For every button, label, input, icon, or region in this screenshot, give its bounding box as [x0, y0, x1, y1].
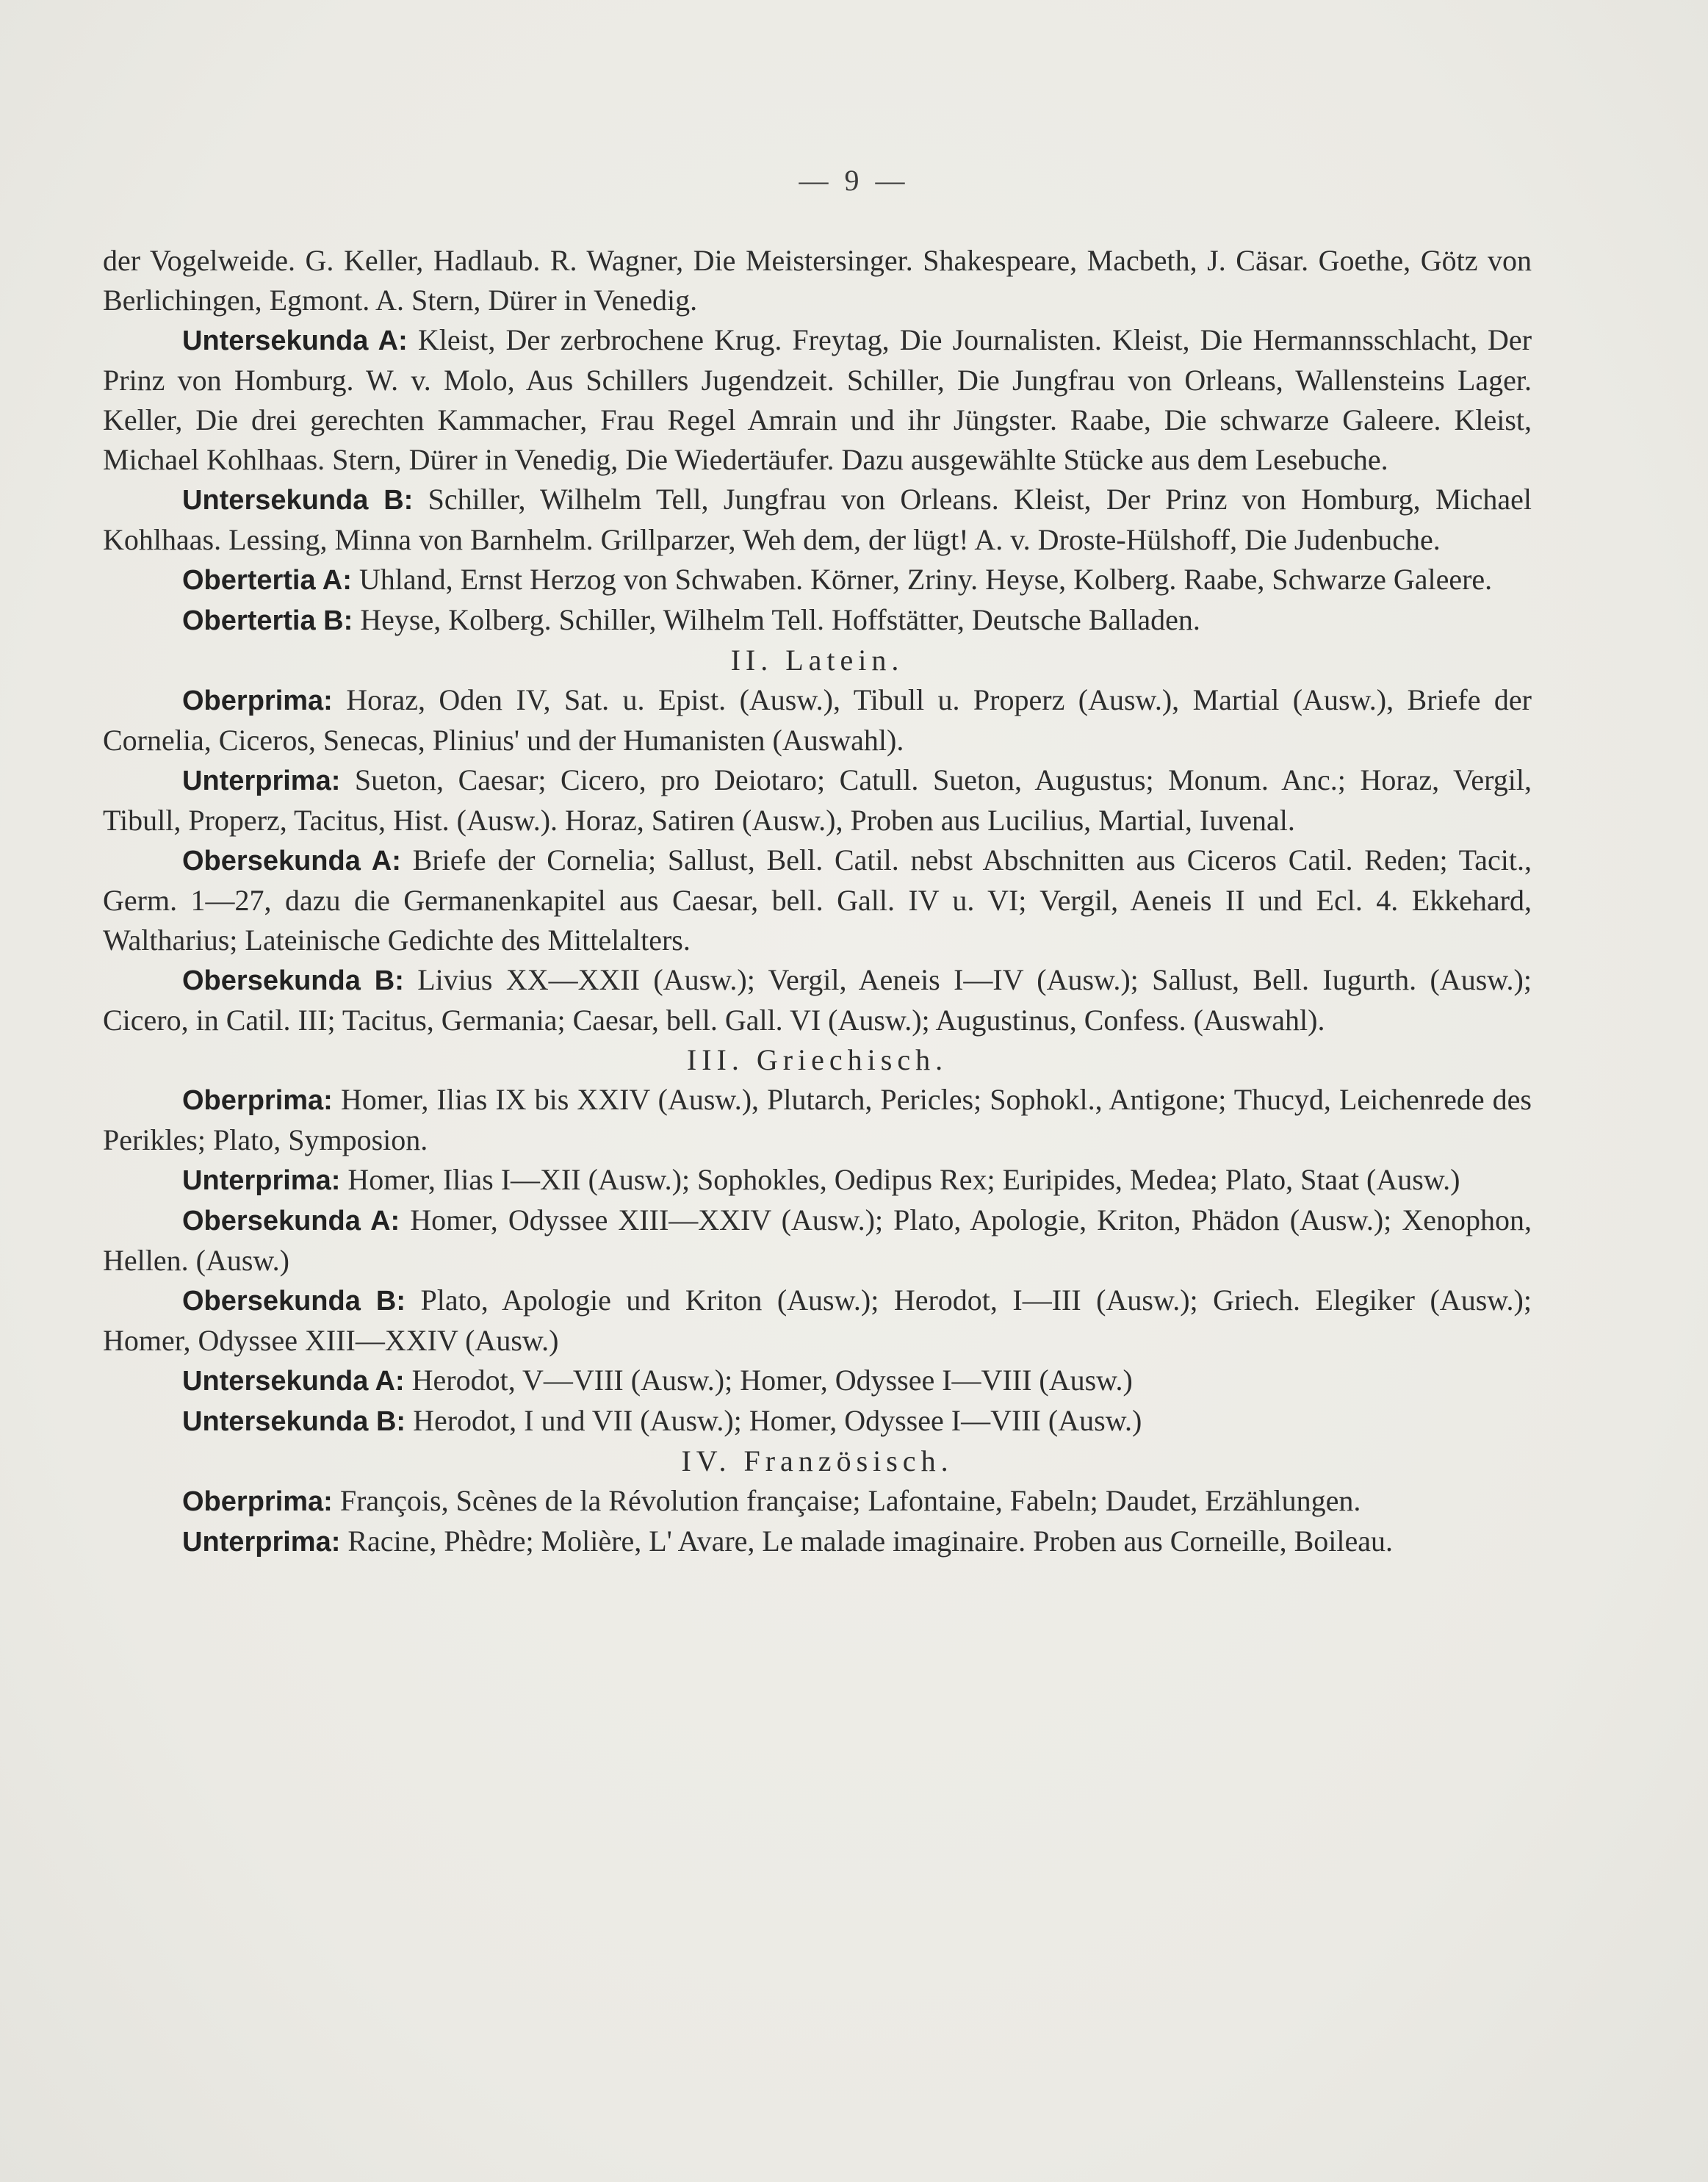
entry-text: Schiller, Wilhelm Tell, Jungfrau von Orleans. Kleist, Der Prinz von Homburg, Michael Kohlhaas. Lessing, Minna von Barnhelm. Grillparzer, Weh dem, der lügt! A. v. Droste-Hülshoff, Die Judenbuche.: [103, 483, 1532, 556]
entry-text: François, Scènes de la Révolution française; Lafontaine, Fabeln; Daudet, Erzählungen.: [339, 1484, 1361, 1517]
entry-untersekunda-a-german: [103, 320, 1532, 480]
entry-obersekunda-a-greek: [103, 1200, 1532, 1281]
entry-label: Obertertia A:: [182, 565, 352, 596]
entry-obersekunda-b-latin: [103, 960, 1532, 1040]
entry-label: Oberprima:: [182, 1486, 333, 1517]
entry-label: Oberprima:: [182, 685, 333, 716]
entry-label: Unterprima:: [182, 1527, 341, 1558]
entry-label: Obersekunda A:: [182, 846, 401, 876]
entry-label: Obertertia B:: [182, 605, 353, 636]
entry-oberprima-french: [103, 1481, 1532, 1522]
section-heading-french: IV. Französisch.: [681, 1444, 954, 1477]
entry-oberprima-latin: [103, 680, 1532, 760]
entry-text: Kleist, Der zerbrochene Krug. Freytag, Die Journalisten. Kleist, Die Hermannsschlacht, Der Prinz von Homburg. W. v. Molo, Aus Schillers Jugendzeit. Schiller, Die Jungfrau von Orleans, Wallensteins Lager. Keller, Die drei gerechten Kammacher, Frau Regel Amrain und ihr Jüngster. Raabe, Die schwarze Galeere. Kleist, Michael Kohlhaas. Stern, Dürer in Venedig, Die Wiedertäufer. Dazu ausgewählte Stücke aus dem Lesebuche.: [103, 323, 1532, 476]
entry-obertertia-b-german: [103, 600, 1532, 641]
entry-untersekunda-a-greek: [103, 1361, 1532, 1401]
entry-label: Obersekunda B:: [182, 965, 404, 996]
entry-label: Unterprima:: [182, 1165, 341, 1196]
entry-text: Plato, Apologie und Kriton (Ausw.); Herodot, I—III (Ausw.); Griech. Elegiker (Ausw.); Homer, Odyssee XIII—XXIV (Ausw.): [103, 1283, 1532, 1357]
entry-label: Untersekunda B:: [182, 485, 414, 516]
entry-text: Horaz, Oden IV, Sat. u. Epist. (Ausw.), Tibull u. Properz (Ausw.), Martial (Ausw.), Briefe der Cornelia, Ciceros, Senecas, Plinius' und der Humanisten (Auswahl).: [103, 683, 1532, 757]
entry-label: Untersekunda A:: [182, 1366, 405, 1397]
entry-text: Homer, Ilias I—XII (Ausw.); Sophokles, Oedipus Rex; Euripides, Medea; Plato, Staat (Ausw.): [347, 1163, 1460, 1196]
entry-label: Oberprima:: [182, 1085, 333, 1116]
entry-text: Briefe der Cornelia; Sallust, Bell. Catil. nebst Abschnitten aus Ciceros Catil. Reden; Tacit., Germ. 1—27, dazu die Germanenkapitel aus Caesar, bell. Gall. IV u. VI; Vergil, Aeneis II und Ecl. 4. Ekkehard, Waltharius; Lateinische Gedichte des Mittelalters.: [103, 843, 1532, 957]
page-body: [103, 241, 1532, 1562]
entry-untersekunda-b-german: [103, 480, 1532, 560]
intro-paragraph: der Vogelweide. G. Keller, Hadlaub. R. Wagner, Die Meistersinger. Shakespeare, Macbeth, J. Cäsar. Goethe, Götz von Berlichingen, Egmont. A. Stern, Dürer in Venedig.: [103, 244, 1532, 317]
entry-text: Uhland, Ernst Herzog von Schwaben. Körner, Zriny. Heyse, Kolberg. Raabe, Schwarze Galeere.: [358, 563, 1493, 596]
entry-text: Homer, Ilias IX bis XXIV (Ausw.), Plutarch, Pericles; Sophokl., Antigone; Thucyd, Leichenrede des Perikles; Plato, Symposion.: [103, 1083, 1532, 1156]
entry-text: Herodot, I und VII (Ausw.); Homer, Odyssee I—VIII (Ausw.): [413, 1404, 1142, 1437]
entry-obertertia-a-german: [103, 560, 1532, 600]
page-number: — 9 —: [799, 164, 909, 197]
entry-obersekunda-b-greek: [103, 1281, 1532, 1361]
entry-text: Herodot, V—VIII (Ausw.); Homer, Odyssee I—VIII (Ausw.): [411, 1364, 1133, 1397]
entry-label: Obersekunda B:: [182, 1286, 406, 1317]
entry-label: Untersekunda B:: [182, 1406, 406, 1437]
entry-label: Untersekunda A:: [182, 325, 408, 356]
section-heading-greek: III. Griechisch.: [686, 1043, 948, 1076]
entry-unterprima-greek: [103, 1160, 1532, 1200]
entry-oberprima-greek: [103, 1080, 1532, 1160]
entry-obersekunda-a-latin: [103, 840, 1532, 960]
entry-label: Unterprima:: [182, 766, 341, 796]
entry-text: Sueton, Caesar; Cicero, pro Deiotaro; Catull. Sueton, Augustus; Monum. Anc.; Horaz, Vergil, Tibull, Properz, Tacitus, Hist. (Ausw.). Horaz, Satiren (Ausw.), Proben aus Lucilius, Martial, Iuvenal.: [103, 763, 1532, 837]
entry-text: Heyse, Kolberg. Schiller, Wilhelm Tell. Hoffstätter, Deutsche Balladen.: [360, 603, 1200, 636]
section-heading-latin: II. Latein.: [730, 644, 904, 677]
entry-unterprima-latin: [103, 760, 1532, 840]
entry-untersekunda-b-greek: [103, 1401, 1532, 1441]
entry-unterprima-french: [103, 1522, 1532, 1562]
entry-text: Racine, Phèdre; Molière, L' Avare, Le malade imaginaire. Proben aus Corneille, Boileau.: [347, 1524, 1394, 1558]
entry-label: Obersekunda A:: [182, 1206, 400, 1236]
entry-text: Homer, Odyssee XIII—XXIV (Ausw.); Plato, Apologie, Kriton, Phädon (Ausw.); Xenophon, Hellen. (Ausw.): [103, 1203, 1532, 1277]
entry-text: Livius XX—XXII (Ausw.); Vergil, Aeneis I—IV (Ausw.); Sallust, Bell. Iugurth. (Ausw.); Cicero, in Catil. III; Tacitus, Germania; Caesar, bell. Gall. VI (Ausw.); Augustinus, Confess. (Auswahl).: [103, 963, 1532, 1037]
